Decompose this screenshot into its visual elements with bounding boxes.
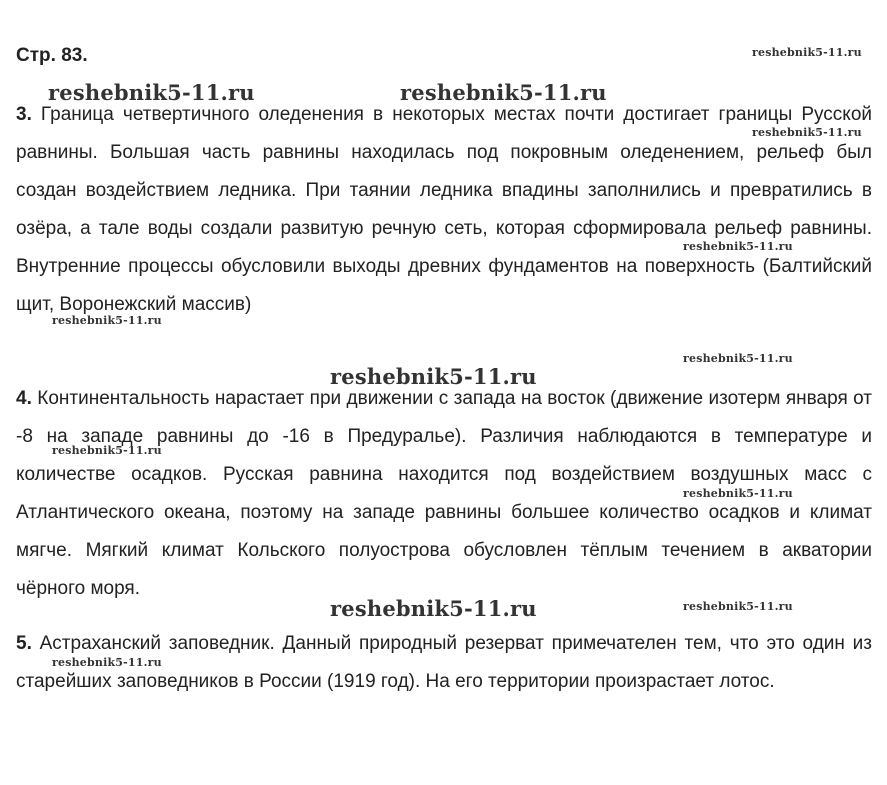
page-title: Стр. 83.	[16, 45, 88, 66]
watermark: reshebnik5-11.ru	[52, 656, 162, 669]
answer-text: Граница четвертичного оледенения в некоторых местах почти достигает границы Русской равнины. Большая часть равнины находилась под покровным оледенением, рельеф был создан воздействием ледника. При таянии ледника впадины заполнились и превратились в озёра, а тале воды создали развитую речную сеть, которая сформировала рельеф равнины. Внутренние процессы обусловили выходы древних фундаментов на поверхность (Балтийский щит, Воронежский массив)	[16, 104, 872, 315]
watermark: reshebnik5-11.ru	[52, 314, 162, 327]
watermark: reshebnik5-11.ru	[683, 240, 793, 253]
answer-text: Астраханский заповедник. Данный природный резерват примечателен тем, что это один из старейших заповедников в России (1919 год). На его территории произрастает лотос.	[16, 633, 872, 692]
answer-text: Континентальность нарастает при движении с запада на восток (движение изотерм января от -8 на западе равнины до -16 в Предуралье). Различия наблюдаются в температуре и количестве осадков. Русская равнина находится под воздействием воздушных масс с Атлантического океана, поэтому на западе равнины большее количество осадков и климат мягче. Мягкий климат Кольского полуострова обусловлен тёплым течением в акватории чёрного моря.	[16, 388, 872, 599]
answer-number: 5.	[16, 633, 32, 654]
watermark: reshebnik5-11.ru	[52, 444, 162, 457]
watermark: reshebnik5-11.ru	[48, 80, 255, 105]
watermark: reshebnik5-11.ru	[683, 352, 793, 365]
watermark: reshebnik5-11.ru	[330, 596, 537, 621]
watermark: reshebnik5-11.ru	[752, 126, 862, 139]
watermark: reshebnik5-11.ru	[683, 600, 793, 613]
watermark: reshebnik5-11.ru	[330, 364, 537, 389]
watermark: reshebnik5-11.ru	[400, 80, 607, 105]
answer-number: 4.	[16, 388, 32, 409]
watermark: reshebnik5-11.ru	[752, 46, 862, 59]
answer-number: 3.	[16, 104, 32, 125]
watermark: reshebnik5-11.ru	[683, 487, 793, 500]
answer-paragraph-3	[16, 96, 872, 324]
